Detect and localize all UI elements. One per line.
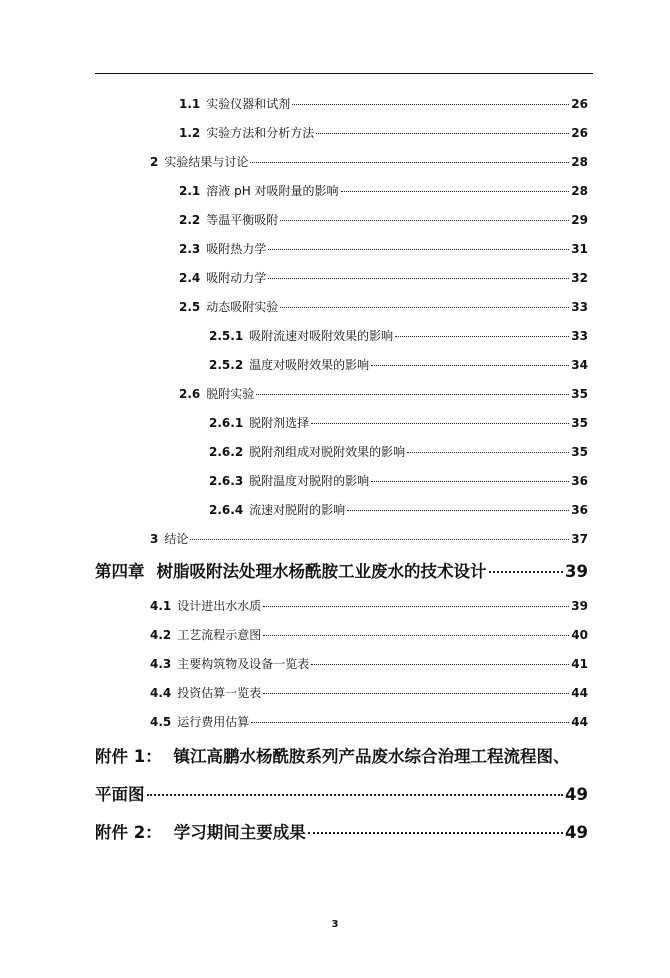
- toc-entry-page: 39: [565, 562, 588, 581]
- toc-entry-number: 2.5.1: [209, 329, 244, 343]
- toc-entry-title: 工艺流程示意图: [177, 628, 262, 642]
- toc-entry-title: 流速对脱附的影响: [249, 503, 346, 517]
- toc-entry-page: 36: [571, 503, 588, 517]
- toc-entry-page: 26: [571, 97, 588, 111]
- toc-entry-page: 28: [571, 184, 588, 198]
- toc-entry-number: 4.1: [150, 599, 172, 613]
- toc-entry-title: 投资估算一览表: [177, 686, 262, 700]
- toc-entry-page: 35: [571, 445, 588, 459]
- toc-entry-title: 镇江高鹏水杨酰胺系列产品废水综合治理工程流程图、: [173, 747, 570, 766]
- toc-entry-title: 平面图: [95, 785, 145, 804]
- dot-leader: [371, 365, 569, 366]
- toc-entry-4-2[interactable]: [150, 626, 588, 642]
- dot-leader: [407, 452, 569, 453]
- toc-entry-number: 4.5: [150, 715, 172, 729]
- dot-leader: [190, 539, 569, 540]
- toc-entry-2[interactable]: [150, 153, 588, 169]
- toc-entry-title: 树脂吸附法处理水杨酰胺工业废水的技术设计: [156, 562, 487, 581]
- toc-entry-title: 结论: [164, 532, 189, 546]
- toc-entry-4-1[interactable]: [150, 597, 588, 613]
- toc-entry-title: 实验结果与讨论: [164, 155, 249, 169]
- toc-entry-number: 2.5: [179, 300, 201, 314]
- toc-entry-title: 温度对吸附效果的影响: [249, 358, 370, 372]
- toc-entry-2-6[interactable]: [179, 385, 588, 401]
- toc-entry-number: 附件 2：: [95, 823, 162, 842]
- toc-entry-page: 37: [571, 532, 588, 546]
- toc-entry-page: 44: [571, 715, 588, 729]
- toc-entry-number: 4.2: [150, 628, 172, 642]
- toc-entry-title: 动态吸附实验: [206, 300, 279, 314]
- dot-leader: [395, 336, 569, 337]
- toc-entry-2-3[interactable]: [179, 240, 588, 256]
- toc-entry-4-3[interactable]: [150, 655, 588, 671]
- toc-entry-number: 2.6.4: [209, 503, 244, 517]
- toc-chapter-4[interactable]: [95, 558, 588, 580]
- toc-entry-number: 1.2: [179, 126, 201, 140]
- toc-entry-number: 2.4: [179, 271, 201, 285]
- toc-appendix-1-continued[interactable]: [95, 781, 588, 803]
- toc-entry-title: 脱附剂组成对脱附效果的影响: [249, 445, 406, 459]
- dot-leader: [280, 220, 569, 221]
- dot-leader: [256, 394, 569, 395]
- toc-entry-number: 2.6.2: [209, 445, 244, 459]
- toc-entry-number: 1.1: [179, 97, 201, 111]
- toc-entry-page: 32: [571, 271, 588, 285]
- toc-entry-title: 吸附热力学: [206, 242, 267, 256]
- toc-entry-title: 脱附温度对脱附的影响: [249, 474, 370, 488]
- toc-entry-page: 34: [571, 358, 588, 372]
- toc-entry-page: 49: [565, 785, 588, 804]
- toc-entry-title: 实验方法和分析方法: [206, 126, 315, 140]
- toc-entry-page: 29: [571, 213, 588, 227]
- toc-appendix-1[interactable]: [95, 743, 569, 767]
- toc-entry-number: 2.5.2: [209, 358, 244, 372]
- toc-entry-title: 脱附剂选择: [249, 416, 310, 430]
- toc-entry-page: 44: [571, 686, 588, 700]
- toc-entry-page: 41: [571, 657, 588, 671]
- dot-leader: [347, 510, 569, 511]
- toc-entry-page: 39: [571, 599, 588, 613]
- toc-entry-2-6-4[interactable]: [209, 501, 588, 517]
- toc-entry-title: 溶液 pH 对吸附量的影响: [206, 184, 339, 198]
- toc-entry-2-5[interactable]: [179, 298, 588, 314]
- toc-entry-title: 实验仪器和试剂: [206, 97, 291, 111]
- toc-entry-number: 4.4: [150, 686, 172, 700]
- toc-entry-2-5-2[interactable]: [209, 356, 588, 372]
- toc-entry-title: 设计进出水水质: [177, 599, 262, 613]
- toc-entry-number: 2.3: [179, 242, 201, 256]
- toc-entry-page: 40: [571, 628, 588, 642]
- toc-entry-number: 3: [150, 532, 159, 546]
- dot-leader: [308, 832, 563, 834]
- toc-entry-page: 35: [571, 416, 588, 430]
- toc-entry-title: 吸附动力学: [206, 271, 267, 285]
- toc-entry-title: 主要构筑物及设备一览表: [177, 657, 310, 671]
- toc-entry-page: 36: [571, 474, 588, 488]
- toc-entry-number: 2.1: [179, 184, 201, 198]
- toc-entry-number: 2.6.3: [209, 474, 244, 488]
- toc-entry-number: 4.3: [150, 657, 172, 671]
- toc-entry-title: 等温平衡吸附: [206, 213, 279, 227]
- dot-leader: [316, 133, 569, 134]
- toc-entry-2-4[interactable]: [179, 269, 588, 285]
- dot-leader: [263, 606, 569, 607]
- toc-entry-number: 2: [150, 155, 159, 169]
- toc-appendix-2[interactable]: [95, 819, 588, 841]
- dot-leader: [268, 249, 569, 250]
- toc-entry-number: 2.6: [179, 387, 201, 401]
- toc-entry-title: 吸附流速对吸附效果的影响: [249, 329, 394, 343]
- dot-leader: [268, 278, 569, 279]
- toc-entry-1-1[interactable]: [179, 95, 588, 111]
- toc-entry-1-2[interactable]: [179, 124, 588, 140]
- toc-entry-3[interactable]: [150, 530, 588, 546]
- dot-leader: [263, 693, 569, 694]
- dot-leader: [341, 191, 570, 192]
- toc-entry-title: 脱附实验: [206, 387, 255, 401]
- page-number: 3: [331, 919, 339, 930]
- toc-entry-page: 33: [571, 329, 588, 343]
- toc-entry-title: 学习期间主要成果: [173, 823, 306, 842]
- dot-leader: [147, 794, 564, 796]
- toc-entry-number: 2.6.1: [209, 416, 244, 430]
- toc-entry-page: 49: [565, 823, 588, 842]
- dot-leader: [292, 104, 569, 105]
- dot-leader: [280, 307, 569, 308]
- toc-entry-4-5[interactable]: [150, 713, 588, 729]
- toc-entry-2-5-1[interactable]: [209, 327, 588, 343]
- toc-entry-number: 2.2: [179, 213, 201, 227]
- toc-entry-2-6-2[interactable]: [209, 443, 588, 459]
- dot-leader: [489, 571, 564, 573]
- toc-entry-2-2[interactable]: [179, 211, 588, 227]
- dot-leader: [311, 664, 569, 665]
- toc-entry-number: 附件 1：: [95, 747, 162, 766]
- dot-leader: [371, 481, 569, 482]
- toc-entry-4-4[interactable]: [150, 684, 588, 700]
- dot-leader: [311, 423, 569, 424]
- toc-entry-number: 第四章: [95, 562, 145, 581]
- toc-entry-page: 31: [571, 242, 588, 256]
- toc-entry-page: 28: [571, 155, 588, 169]
- toc-entry-page: 35: [571, 387, 588, 401]
- toc-entry-title: 运行费用估算: [177, 715, 250, 729]
- toc-entry-page: 33: [571, 300, 588, 314]
- dot-leader: [251, 722, 569, 723]
- toc-entry-2-6-1[interactable]: [209, 414, 588, 430]
- dot-leader: [263, 635, 569, 636]
- dot-leader: [250, 162, 569, 163]
- toc-entry-page: 26: [571, 126, 588, 140]
- toc-entry-2-6-3[interactable]: [209, 472, 588, 488]
- toc-entry-2-1[interactable]: [179, 182, 588, 198]
